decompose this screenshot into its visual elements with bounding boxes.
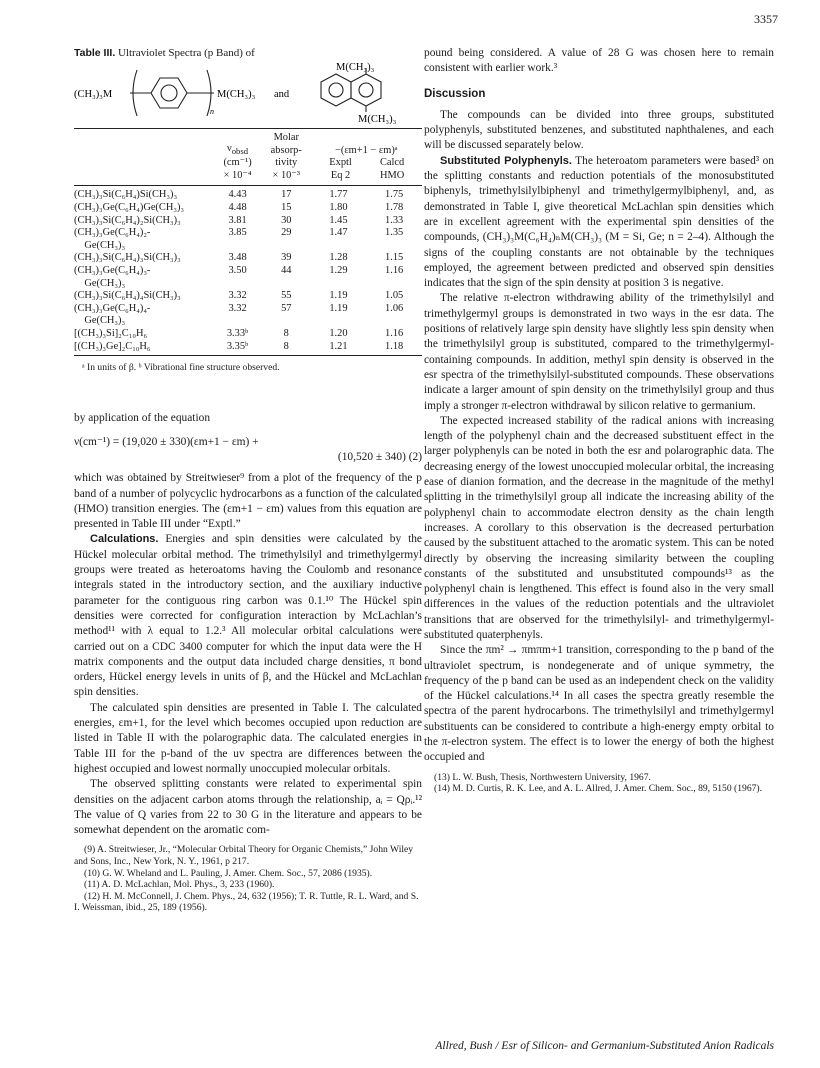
calcd-cell: 1.16 [385, 327, 404, 339]
paragraph-calculations-3: The observed splitting constants were related to experimental spin densities on the adjacent carbon atoms through the relationship, aᵢ = Qρᵢ.¹² The value of Q varies from 22 to 30 G in the literature and appears to be somewhat dependent on the aromatic com- [74, 778, 422, 837]
absorptivity-cell: 8 [283, 327, 289, 339]
reference-12: (12) H. M. McConnell, J. Chem. Phys., 24, 632 (1956); T. R. Tuttle, R. L. Ward, and S. I. Weissman, ibid., 25, 189 (1956). [74, 890, 419, 914]
nu-cell [213, 315, 262, 328]
col-header-absorptivity: Molar absorp- tivity × 10⁻³ [262, 129, 311, 186]
calcd-cell [366, 315, 422, 328]
table-row [74, 265, 422, 278]
paragraph-calculations: Calculations. Energies and spin densities were calculated by the Hückel molecular orbital method. The trimethylsilyl and trimethylgermyl groups were treated as heteroatoms having the Coulomb and resonance integrals stated in the introductory section, and the auxiliary inductive parameter for the contiguous ring carbon was 0.1.¹⁰ The Hückel spin densities were corrected for configuration interaction by McLachlan’s method¹¹ with λ equal to 1.2.³ All molecular orbital calculations were carried out on a CDC 3400 computer for which the input data were the H matrix components and the output data included charge densities, π bond orders, Hückel energy levels in units of β, and the Hückel and McLachlan spin densities. [74, 533, 422, 699]
nu-cell: 3.32 [228, 302, 247, 314]
calcd-cell: 1.16 [385, 264, 404, 276]
exptl-cell: 1.45 [329, 214, 348, 226]
compound-cell: [(CH₃)₃Ge]₂C₁₀H₆ [74, 341, 213, 356]
nu-cell: 3.32 [228, 290, 247, 302]
nu-cell [213, 240, 262, 253]
compound-cell: (CH₃)₃Si(C₆H₄)₃Si(CH₃)₃ [74, 252, 181, 264]
nu-cell: 3.48 [228, 252, 247, 264]
absorptivity-cell [262, 315, 311, 328]
exptl-cell [311, 315, 367, 328]
compound-cell: (CH₃)₃Si(C₆H₄)Si(CH₃)₃ [74, 189, 178, 201]
col-header-nu: $\nu_{obsd}$ (cm⁻¹) × 10⁻⁴ [213, 129, 262, 186]
calcd-cell: 1.75 [385, 189, 404, 201]
right-references [424, 772, 774, 795]
table-row [74, 278, 422, 291]
table-row [74, 252, 422, 265]
structure-figure [74, 62, 422, 124]
table-row [74, 290, 422, 303]
nu-cell: 3.81 [228, 214, 247, 226]
exptl-cell: 1.19 [329, 290, 348, 302]
nu-cell [213, 278, 262, 291]
structure-label-left: (CH₃)₃M [74, 89, 113, 100]
right-column [424, 46, 774, 795]
absorptivity-cell: 55 [281, 290, 292, 302]
absorptivity-cell: 8 [262, 341, 311, 356]
nu-cell: 4.48 [228, 201, 247, 213]
absorptivity-cell [262, 240, 311, 253]
table-row [74, 227, 422, 240]
table-caption-label: Table III. [74, 47, 116, 59]
compound-cell: (CH₃)₃Si(C₆H₄)₄Si(CH₃)₃ [74, 290, 181, 302]
table-caption [74, 46, 422, 60]
calcd-cell: 1.15 [385, 252, 404, 264]
table-row [74, 341, 422, 356]
left-references [74, 844, 422, 914]
structure-label-bottom: M(CH₃)₃ [358, 114, 397, 124]
compound-cell: Ge(CH₃)₃ [74, 315, 126, 327]
absorptivity-cell [262, 278, 311, 291]
calcd-cell: 1.18 [366, 341, 422, 356]
equation-line-1: ν(cm⁻¹) = (19,020 ± 330)(εm+1 − εm) + [74, 435, 259, 448]
reference-10: (10) G. W. Wheland and L. Pauling, J. Amer. Chem. Soc., 57, 2086 (1935). [84, 867, 373, 879]
left-column [74, 46, 422, 914]
exptl-cell [311, 240, 367, 253]
calcd-cell: 1.78 [385, 201, 404, 213]
structure-label-n: n [210, 107, 214, 116]
calcd-cell: 1.35 [385, 227, 404, 239]
exptl-cell: 1.29 [329, 264, 348, 276]
discussion-heading: Discussion [424, 87, 486, 100]
structure-label-top: M(CH₃)₃ [336, 62, 375, 73]
calculations-heading: Calculations. [90, 533, 159, 546]
paragraph-discussion-1: The compounds can be divided into three groups, substituted polyphenyls, substituted benzenes, and substituted naphthalenes, and each will be discussed separately below. [424, 108, 774, 152]
polyphenyls-heading: Substituted Polyphenyls. [440, 154, 572, 167]
nu-cell: 3.85 [228, 227, 247, 239]
compound-cell: (CH₃)₃Ge(C₆H₄)Ge(CH₃)₃ [74, 201, 185, 213]
table-row [74, 186, 422, 202]
exptl-cell: 1.20 [329, 327, 348, 339]
paragraph-discussion-3: The relative π-electron withdrawing ability of the trimethylsilyl and trimethylgermyl groups is demonstrated in two ways in the esr data. The positions of relatively large spin density have slightly less spin density when the trimethylsilyl group is substituted, compared to the trimethylgermyl-containing compounds. In addition, methyl spin density is observed in the esr spectra of the trimethylsilyl-substituted compounds. These observations indicate a larger amount of spin density on the trimethylsilyl group and thus imply a stronger π-electron withdrawal by silicon relative to germanium. [424, 292, 774, 412]
table-row [74, 315, 422, 328]
calcd-cell: 1.05 [385, 290, 404, 302]
reference-9: (9) A. Streitwieser, Jr., “Molecular Orbital Theory for Organic Chemists,” John Wiley and Sons, Inc., New York, N. Y., 1961, p 217. [74, 844, 414, 867]
nu-cell: 3.35ᵇ [213, 341, 262, 356]
compound-cell: Ge(CH₃)₃ [74, 277, 126, 289]
table-row [74, 240, 422, 253]
nu-cell: 3.33ᵇ [226, 327, 249, 339]
page-number: 3357 [754, 12, 778, 26]
nu-cell: 4.43 [228, 189, 247, 201]
paragraph-continued: pound being considered. A value of 28 G was chosen here to remain consistent with earlier work.³ [424, 47, 774, 75]
table-row [74, 202, 422, 215]
table-footnotes: ᵃ In units of β. ᵇ Vibrational fine structure observed. [82, 362, 280, 374]
running-footer: Allred, Bush / Esr of Silicon- and Germanium-Substituted Anion Radicals [435, 1040, 774, 1052]
absorptivity-cell: 17 [281, 189, 292, 201]
absorptivity-cell: 39 [281, 252, 292, 264]
structure-label-and: and [274, 89, 290, 100]
calcd-cell: 1.06 [385, 302, 404, 314]
compound-cell: (CH₃)₃Si(C₆H₄)₂Si(CH₃)₃ [74, 214, 181, 226]
reference-11: (11) A. D. McLachlan, Mol. Phys., 3, 233 (1960). [84, 879, 275, 891]
exptl-cell: 1.80 [329, 201, 348, 213]
reference-13: (13) L. W. Bush, Thesis, Northwestern University, 1967. [434, 771, 651, 783]
reference-14: (14) M. D. Curtis, R. K. Lee, and A. L. Allred, J. Amer. Chem. Soc., 89, 5150 (1967). [434, 783, 763, 795]
exptl-cell [311, 278, 367, 291]
uv-spectra-table [74, 128, 422, 356]
equation-line-2: (10,520 ± 340) (2) [337, 450, 422, 463]
table-caption-text: Ultraviolet Spectra (p Band) of [117, 47, 255, 59]
nu-cell: 3.50 [228, 264, 247, 276]
paragraph-discussion-5: Since the πm² → πmπm+1 transition, corresponding to the p band of the ultraviolet spectrum, is nondegenerate and of unique symmetry, the frequency of the p band can be used as an independent check on the validity of the Hückel calculations.¹⁴ In all cases the spectra greatly resemble the spectra of the parent hydrocarbons. The trimethylsilyl and trimethylgermyl substituents can be considered to contribute a high-energy empty orbital to the π-electron system. The effect is to lower the energy of both the highest occupied and [424, 644, 774, 764]
compound-cell: (CH₃)₃Ge(C₆H₄)₂- [74, 227, 151, 239]
absorptivity-cell: 15 [281, 201, 292, 213]
compound-cell: [(CH₃)₃Si]₂C₁₀H₆ [74, 327, 148, 339]
equation-2 [74, 435, 422, 466]
table-row [74, 215, 422, 228]
absorptivity-cell: 29 [281, 227, 292, 239]
table-body [74, 186, 422, 356]
exptl-cell: 1.47 [329, 227, 348, 239]
exptl-cell: 1.77 [329, 189, 348, 201]
exptl-cell: 1.19 [329, 302, 348, 314]
paragraph-polyphenyls: Substituted Polyphenyls. The heteroatom parameters were based³ on the splitting constants and reduction potentials of the monosubstituted biphenyls, trimethylsilylbiphenyl and trimethylgermylbiphenyl, and, as demonstrated in Table I, give theoretical McLachlan spin densities which are in excellent agreement with the experimental spin densities of the compounds, (CH₃)₃M(C₆H₄)ₙM(CH₃)₃ (M = Si, Ge; n = 2–4). Although the signs of the coupling constants are not obtainable by the techniques employed, the agreement between predicted and observed spin densities indicates that the sign of the spin density at position 3 is negative. [424, 154, 774, 290]
calcd-cell [366, 278, 422, 291]
calcd-cell [366, 240, 422, 253]
paragraph-calculations-2: The calculated spin densities are presented in Table I. The calculated energies, εm+1, for the level which becomes occupied upon reduction are listed in Table II with the polarographic data. The calculated energies in Table III for the p-band of the uv spectra are differences between the highest occupied and lowest normally unoccupied molecular orbitals. [74, 701, 422, 775]
absorptivity-cell: 30 [281, 214, 292, 226]
absorptivity-cell: 57 [281, 302, 292, 314]
paragraph-discussion-4: The expected increased stability of the radical anions with increasing length of the polyphenyl chain and the decreased substituent effect in the larger polyphenyls can be noted in both the esr and polarographic data. The decreasing energy of the lowest unoccupied molecular orbital, the increasing ease of dianion formation, and the decrease in the magnitude of the methyl splitting in the trimethylsilyl group all indicate the increasing ability of the polyphenyl chain to accommodate electron density as the chain length increases. A corollary to this observation is the decreased perturbation caused by the substituent attached to the aromatic system. This can be noted directly by observing the increasing similarity between the coupling constants of the substituted and unsubstituted compounds¹³ as the polyphenyl chain is lengthened. This effect is found also in the very small differences in the values of the reduction potentials and the ultraviolet transitions that are observed for the trimethylsilyl- and trimethylgermyl-substituted quaterphenyls. [424, 414, 774, 641]
structure-label-right: M(CH₃)₃ [217, 89, 256, 100]
col-header-energy: −(εm+1 − εm)ᵃ Exptl Calcd Eq 2 HMO [311, 129, 422, 186]
paragraph-intro: by application of the equation [74, 412, 211, 425]
calcd-cell: 1.33 [385, 214, 404, 226]
compound-cell: Ge(CH₃)₃ [74, 239, 126, 251]
exptl-cell: 1.28 [329, 252, 348, 264]
compound-cell: (CH₃)₃Ge(C₆H₄)₃- [74, 264, 151, 276]
exptl-cell: 1.21 [311, 341, 367, 356]
absorptivity-cell: 44 [281, 264, 292, 276]
table-row [74, 303, 422, 316]
compound-cell: (CH₃)₃Ge(C₆H₄)₄- [74, 302, 151, 314]
paragraph-after-equation: which was obtained by Streitwieser⁹ from a plot of the frequency of the p band of a number of polycyclic hydrocarbons as a function of the calculated (HMO) transition energies. The (εm+1 − εm) values from this equation are presented in Table III under “Exptl.” [74, 472, 422, 531]
table-row [74, 328, 422, 341]
